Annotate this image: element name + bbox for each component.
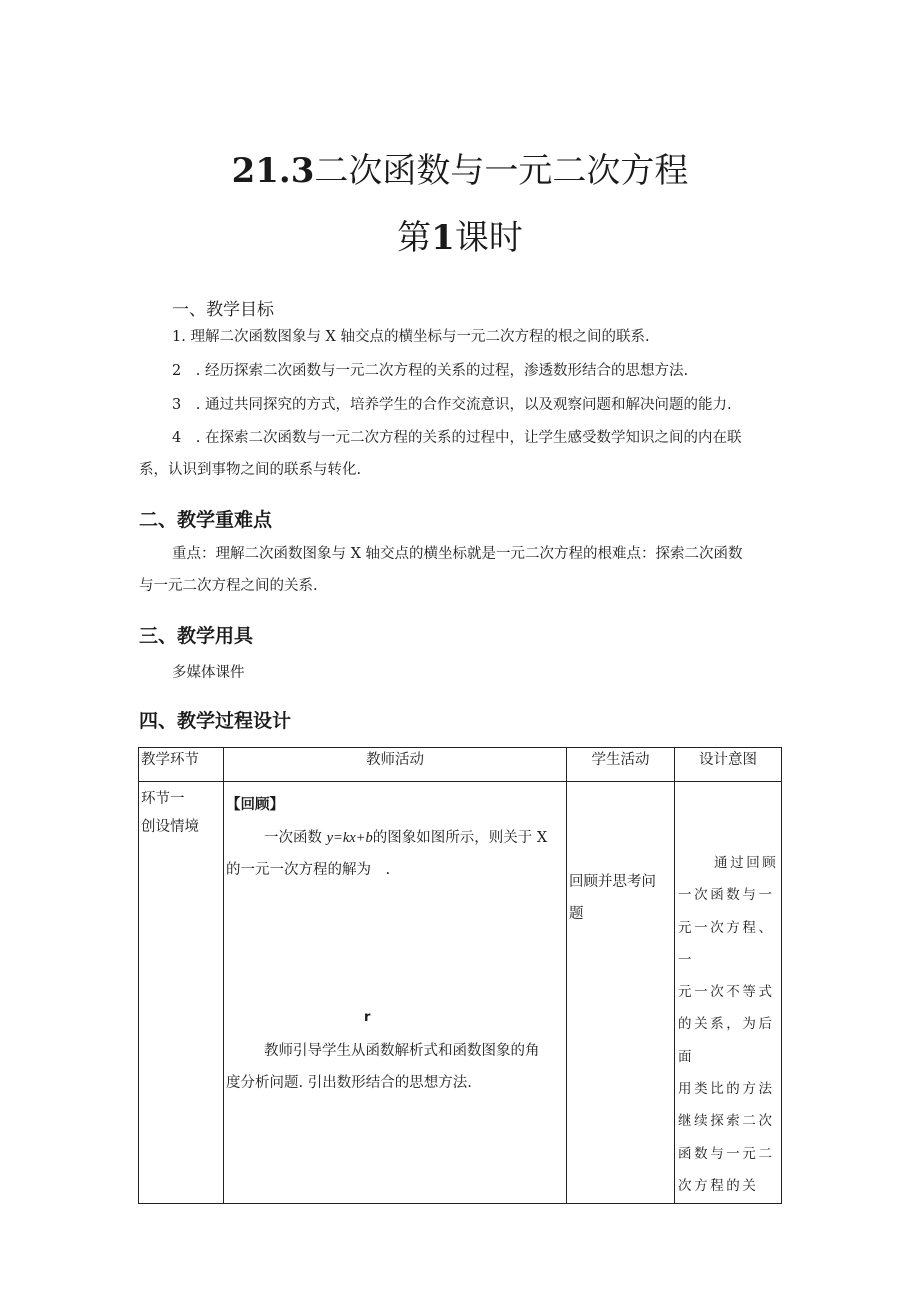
header-intent: 设计意图: [675, 748, 782, 782]
objective-3: 3 . 通过共同探究的方式，培养学生的合作交流意识，以及观察问题和解决问题的能力.: [172, 397, 732, 413]
subtitle-prefix: 第: [397, 218, 432, 258]
header-stage: 教学环节: [139, 748, 224, 782]
stage-cell: [139, 782, 224, 1204]
objective-4-cont: 系，认识到事物之间的联系与转化.: [139, 462, 362, 478]
intent-text: [678, 847, 782, 1202]
section1-heading: 一、教学目标: [172, 300, 274, 320]
subtitle-suffix: 课时: [454, 218, 523, 258]
title-number: 21.3: [231, 151, 315, 191]
process-table: [138, 747, 782, 1204]
intent-line: 元一次不等式: [678, 984, 775, 1001]
intent-line: 次方程的关: [678, 1177, 759, 1194]
review-label: 【回顾】: [226, 797, 284, 813]
question-formula: y=kx+b: [326, 830, 373, 846]
objective-2: 2 . 经历探索二次函数与一元二次方程的关系的过程，渗透数形结合的思想方法.: [172, 363, 689, 379]
section2-heading: 二、教学重难点: [139, 509, 273, 531]
keypoint-line-2: 与一元二次方程之间的关系.: [139, 578, 318, 594]
intent-line: 一次函数与一: [678, 887, 775, 904]
guide-line-1: 教师引导学生从函数解析式和函数图象的角: [264, 1043, 540, 1059]
question-prefix: 一次函数: [264, 830, 322, 846]
objective-4: 4 . 在探索二次函数与一元二次方程的关系的过程中，让学生感受数学知识之间的内在联: [172, 430, 742, 446]
subtitle-num: 1: [431, 218, 455, 258]
intent-line: 的关系，为后面: [678, 1016, 775, 1065]
question-suffix: 的图象如图所示，则关于 X: [372, 830, 548, 846]
stage-line-2: 创设情境: [141, 819, 199, 835]
header-student: 学生活动: [567, 748, 675, 782]
intent-cell: [675, 782, 782, 1204]
teacher-cell: [224, 782, 567, 1204]
table-header-row: [139, 748, 782, 782]
subtitle: [0, 210, 920, 259]
student-line-1: 回顾并思考问: [569, 874, 656, 890]
section4-heading: 四、教学过程设计: [139, 710, 292, 732]
intent-line: 用类比的方法: [678, 1081, 775, 1098]
intent-line: 通过回顾: [714, 855, 779, 871]
student-line-2: 题: [569, 906, 584, 922]
intent-line: 继续探索二次: [678, 1113, 775, 1130]
figure-mark: r: [364, 1010, 371, 1025]
main-title: [0, 143, 920, 192]
intent-line: 元一次方程、一: [678, 919, 775, 968]
intent-line: 函数与一元二: [678, 1145, 775, 1162]
stage-line-1: 环节一: [141, 791, 185, 807]
question-line-2: 的一元一次方程的解为 .: [226, 862, 391, 878]
question-line-1: [264, 826, 547, 847]
keypoint-line-1: 重点：理解二次函数图象与 X 轴交点的横坐标就是一元二次方程的根难点：探索二次函数: [172, 546, 743, 562]
tools-content: 多媒体课件: [172, 665, 245, 681]
section3-heading: 三、教学用具: [139, 625, 254, 647]
objective-1: 1. 理解二次函数图象与 X 轴交点的横坐标与一元二次方程的根之间的联系.: [172, 329, 650, 345]
student-cell: [567, 782, 675, 1204]
guide-line-2: 度分析问题. 引出数形结合的思想方法.: [226, 1075, 472, 1091]
header-teacher: 教师活动: [224, 748, 567, 782]
table-row: [139, 782, 782, 1204]
title-text: 二次函数与一元二次方程: [314, 151, 689, 191]
